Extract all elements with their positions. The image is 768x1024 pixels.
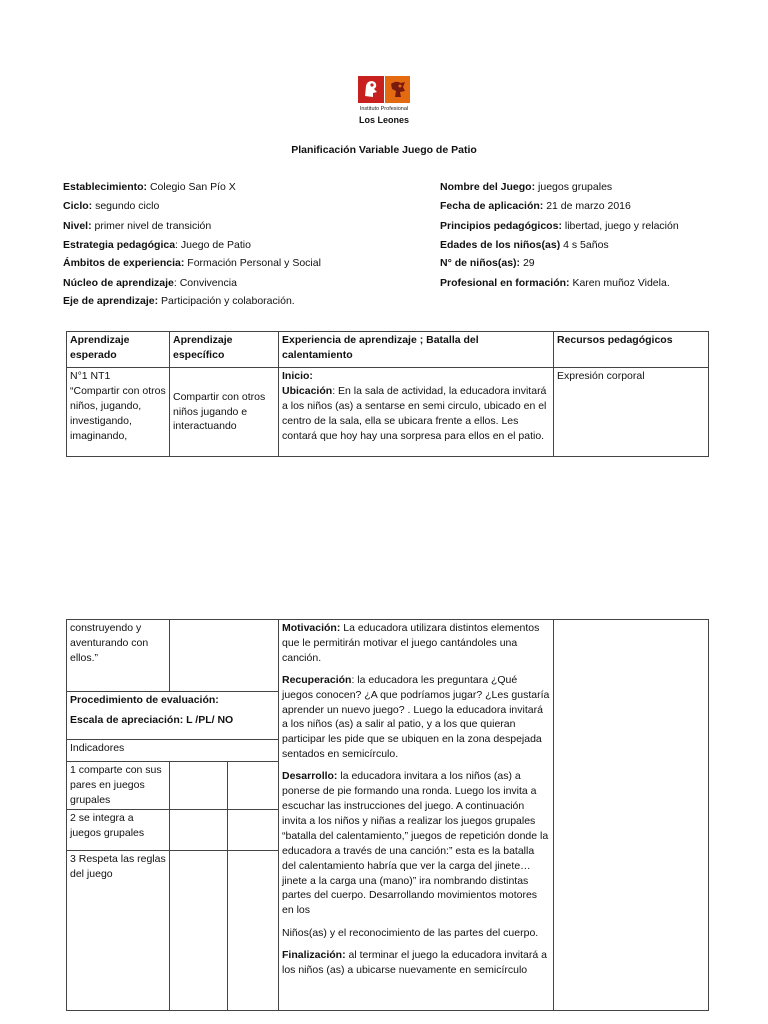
escala-label: Escala de apreciación: L /PL/ NO [70,713,234,726]
indicador-1: 1 comparte con sus pares en juegos grupales [67,762,170,810]
cell-inicio [279,368,554,457]
header-recursos: Recursos pedagógicos [554,332,709,368]
cell-recursos: Expresión corporal [554,368,709,457]
info-profesional: Profesional en formación: Karen muñoz Videla. [440,277,670,289]
document-title: Planificación Variable Juego de Patio [291,144,477,156]
planning-table-top [66,331,709,457]
finalizacion-paragraph: Finalización: al terminar el juego la educadora invitará a los niños (as) a ubicarse nuevamente en semicírculo [282,949,547,977]
info-ciclo: Ciclo: segundo ciclo [63,200,160,212]
desarrollo-paragraph: Desarrollo: la educadora invitara a los niños (as) a ponerse de pie formando una ronda. Luego los invita a escuchar las instrucciones del juego. A continuación invita a los niños y niñas a realizar los juegos grupales “batalla del calentamiento,” juegos de repetición donde la educadora a través de una canción:” esta es la batalla del calentamiento habría que ver la carga del jinete…jinete a la carga una (mano)” ira nombrando distintas partes del cuerpo. Desarrollando movimientos motores en los [282,770,549,917]
header-aprendizaje-especifico: Aprendizaje específico [170,332,279,368]
desarrollo-continuation: Niños(as) y el reconocimiento de las partes del cuerpo. [282,927,539,940]
procedimiento-label: Procedimiento de evaluación: [70,694,219,706]
info-eje: Eje de aprendizaje: Participación y colaboración. [63,295,295,307]
info-establecimiento: Establecimiento: Colegio San Pío X [63,181,236,193]
info-numero-ninos: N° de niños(as): 29 [440,257,535,269]
logo-line-1: Instituto Profesional [359,106,409,112]
cell-indicadores-header: Indicadores [67,740,279,762]
cell-aprendizaje-especifico: Compartir con otros niños jugando e interactuando [170,368,279,457]
info-nivel: Nivel: primer nivel de transición [63,220,212,232]
recuperacion-paragraph: Recuperación: la educadora les preguntara ¿Qué juegos conocen? ¿A que podríamos jugar? ¿Les gustaría aprender un nuevo juego? . Luego la educadora invitará a los niños (as) a salir al patio, y a los que quieran participar les pide que se ubiquen en la zona despejada sentados en semicírculo. [282,673,550,761]
logo-line-2: Los Leones [358,115,409,125]
logo-emblem [358,76,410,103]
indicador-1-pl [228,762,279,810]
info-estrategia: Estrategia pedagógica: Juego de Patio [63,239,251,251]
info-nucleo: Núcleo de aprendizaje: Convivencia [63,277,237,289]
indicador-1-l [170,762,228,810]
header-experiencia: Experiencia de aprendizaje ; Batalla del calentamiento [279,332,554,368]
indicador-3-pl [228,850,279,1010]
info-nombre-juego: Nombre del Juego: juegos grupales [440,181,613,193]
logo-lion-red [358,76,384,103]
inicio-label: Inicio: [282,370,313,382]
logo-lion-orange [385,76,411,103]
indicador-3: 3 Respeta las reglas del juego [67,850,170,1010]
cell-recursos-empty [554,620,709,1011]
header-aprendizaje-esperado: Aprendizaje esperado [67,332,170,368]
motivacion-paragraph: Motivación: La educadora utilizara distintos elementos que le permitirán motivar el juego cantándoles una canción. [282,622,540,664]
institution-logo [356,76,412,132]
indicador-2: 2 se integra a juegos grupales [67,809,170,850]
info-principios: Principios pedagógicos: libertad, juego y relación [440,220,679,232]
cell-empty-specific [170,620,279,692]
info-ambitos: Ámbitos de experiencia: Formación Personal y Social [63,257,321,269]
planning-table-bottom [66,619,709,1011]
indicador-2-pl [228,809,279,850]
cell-experiencia-desarrollo [279,620,554,1011]
cell-aprendizaje-esperado: N°1 NT1 “Compartir con otros niños, jugando, investigando, imaginando, [67,368,170,457]
cell-continuation: construyendo y aventurando con ellos.” [67,620,170,692]
indicador-2-l [170,809,228,850]
info-fecha: Fecha de aplicación: 21 de marzo 2016 [440,200,631,212]
cell-procedimiento [67,692,279,740]
ubicacion-paragraph: Ubicación: En la sala de actividad, la educadora invitará a los niños (as) a sentarse en semi circulo, ubicado en el centro de la sala, ella se ubicara frente a ellos. Les contará que hoy hay una sorpresa para ellos en el patio. [282,384,547,442]
info-edades: Edades de los niños(as) 4 s 5años [440,239,609,251]
indicador-3-l [170,850,228,1010]
